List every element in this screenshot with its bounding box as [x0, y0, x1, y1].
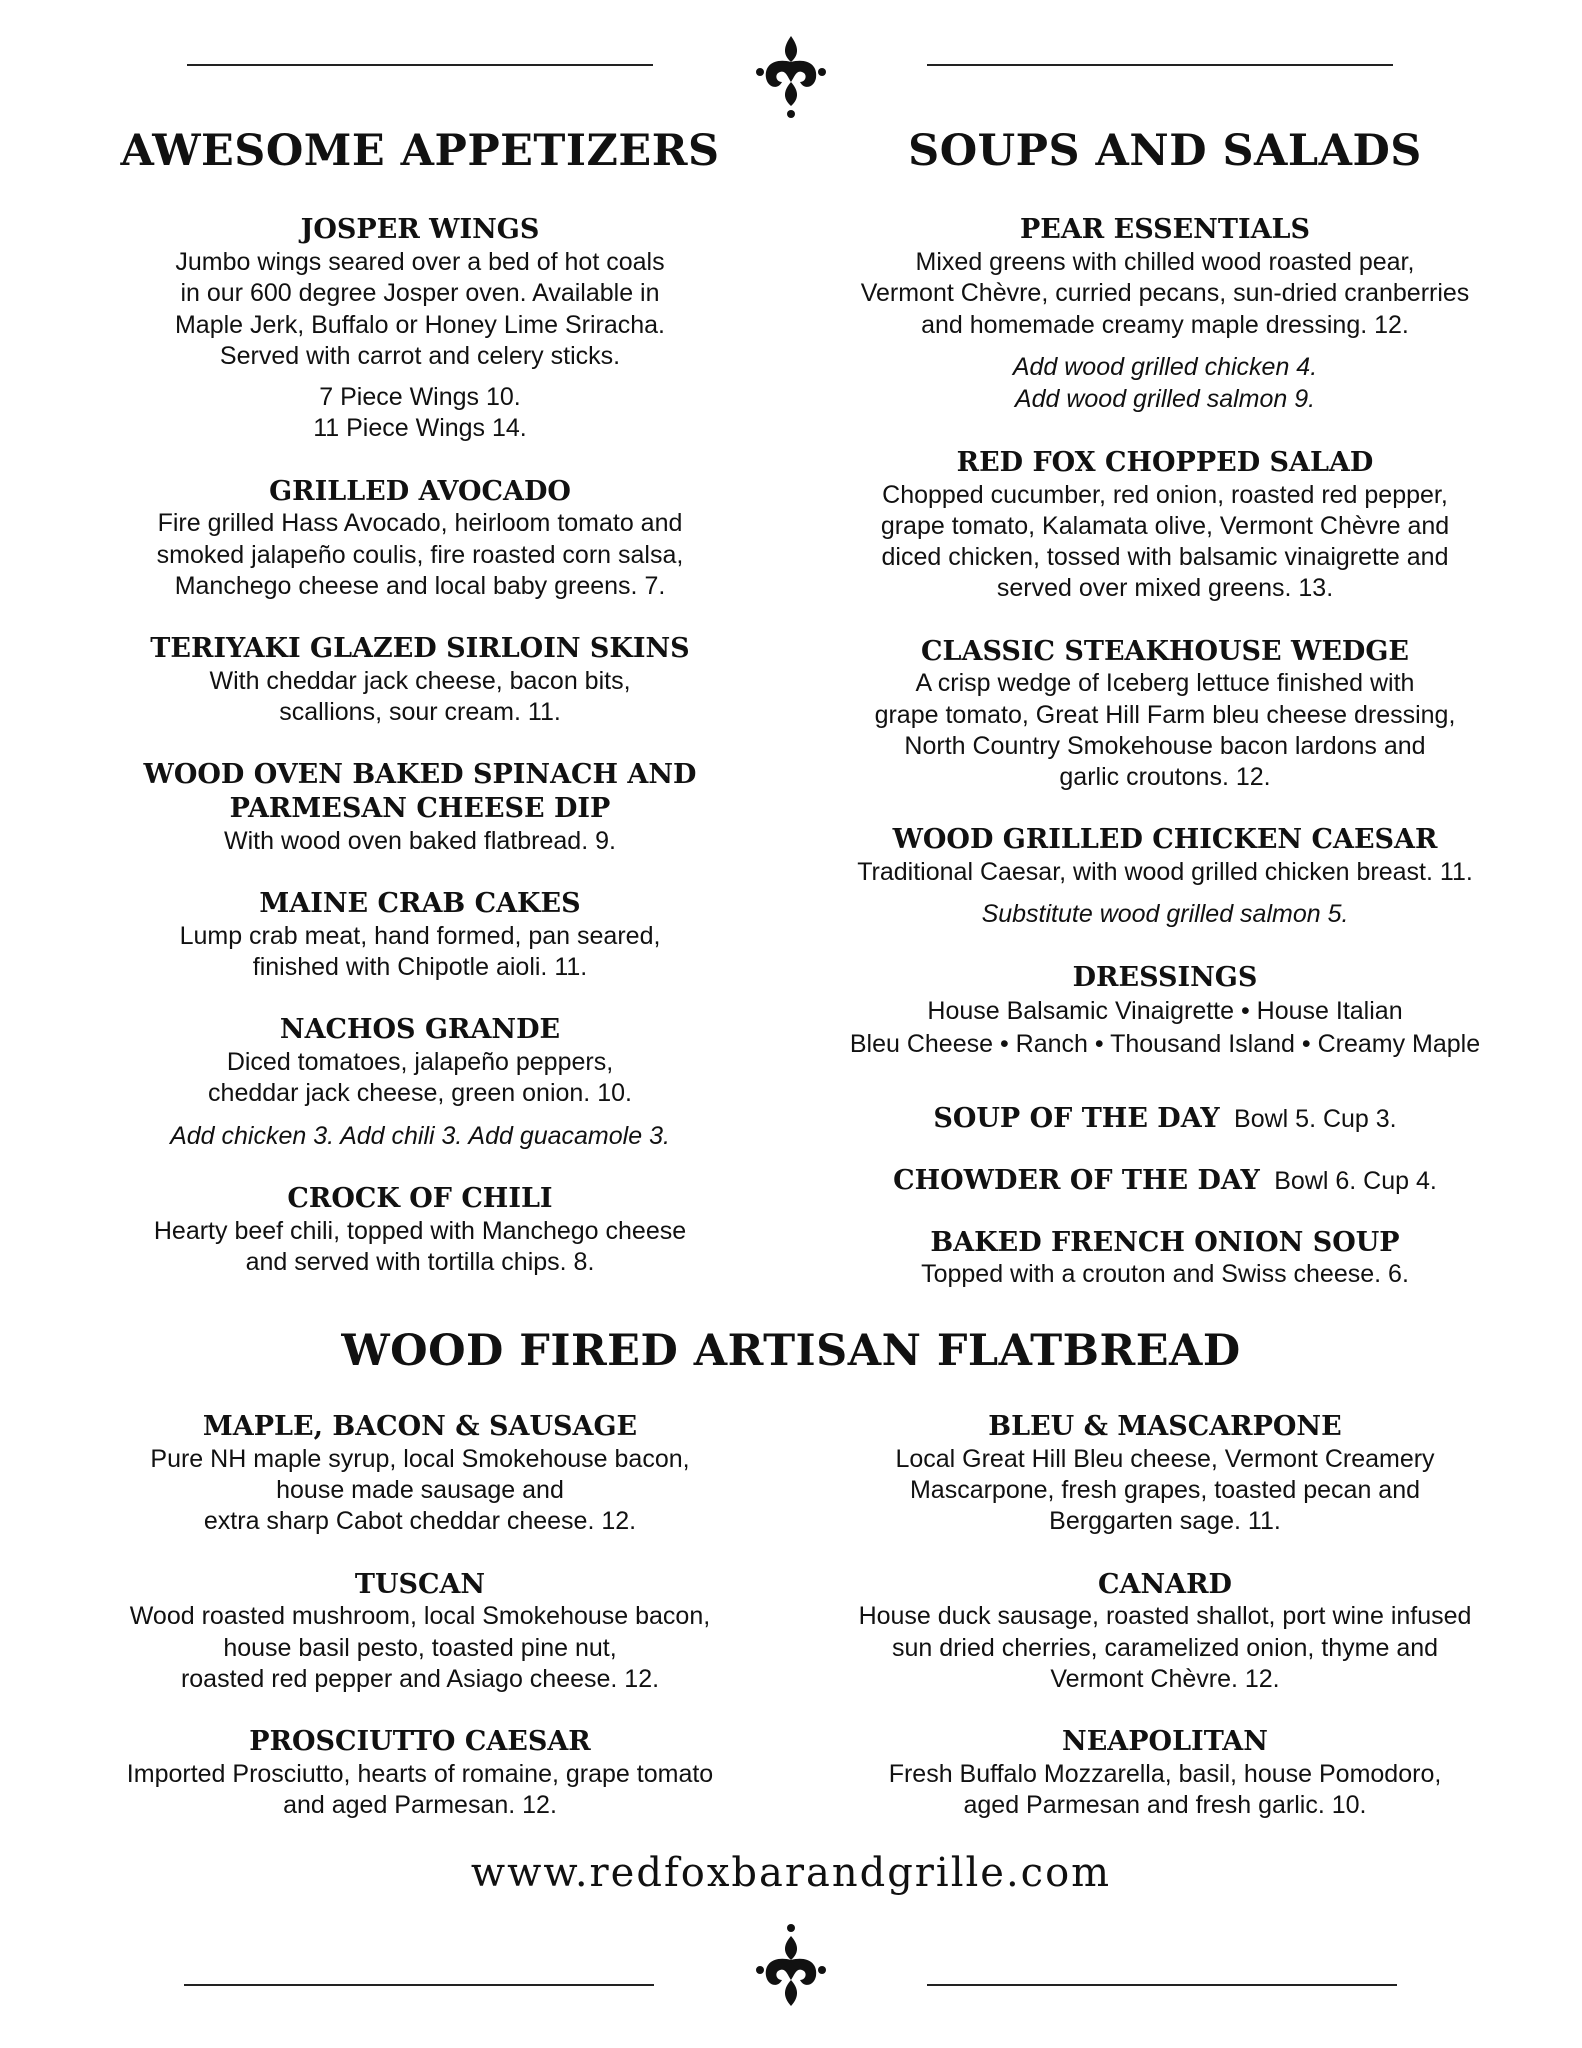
desc-line: Chopped cucumber, red onion, roasted red pepper,	[882, 480, 1448, 509]
item-name: MAPLE, BACON & SAUSAGE	[202, 1411, 638, 1442]
top-right-rule	[927, 64, 1393, 66]
item-name: RED FOX CHOPPED SALAD	[956, 446, 1374, 478]
item-description	[800, 1759, 1530, 1822]
item-price: Bowl 5. Cup 3.	[1234, 1105, 1397, 1134]
menu-item-spinach-dip	[70, 758, 770, 857]
item-description	[800, 1601, 1530, 1695]
item-name: BLEU & MASCARPONE	[988, 1411, 1342, 1442]
desc-line: and homemade creamy maple dressing. 12.	[921, 310, 1409, 339]
item-description	[800, 480, 1530, 605]
desc-line: Mixed greens with chilled wood roasted pear,	[915, 248, 1415, 277]
item-name: SOUP OF THE DAY	[933, 1103, 1220, 1135]
desc-line: finished with Chipotle aioli. 11.	[252, 953, 588, 982]
item-description	[70, 666, 770, 729]
addon-line: Substitute wood grilled salmon 5.	[981, 900, 1349, 929]
desc-line: garlic croutons. 12.	[1059, 763, 1271, 792]
item-name: GRILLED AVOCADO	[269, 475, 571, 507]
item-description	[70, 508, 770, 602]
item-addons: Add chicken 3. Add chili 3. Add guacamole 3.	[170, 1121, 670, 1150]
desc-line: Mascarpone, fresh grapes, toasted pecan and	[909, 1476, 1421, 1504]
item-description	[800, 247, 1530, 341]
item-name: NACHOS GRANDE	[279, 1014, 561, 1046]
item-description	[70, 1216, 770, 1279]
desc-line: Imported Prosciutto, hearts of romaine, grape tomato	[126, 1759, 714, 1788]
desc-line: house made sausage and	[276, 1476, 564, 1504]
menu-item-pear-essentials	[800, 213, 1530, 416]
item-name: NEAPOLITAN	[1062, 1726, 1268, 1757]
item-name: MAINE CRAB CAKES	[259, 888, 581, 920]
item-name: TERIYAKI GLAZED SIRLOIN SKINS	[150, 633, 690, 665]
desc-line: served over mixed greens. 13.	[996, 574, 1334, 603]
desc-line: cheddar jack cheese, green onion. 10.	[208, 1079, 632, 1108]
item-description	[800, 1444, 1530, 1538]
top-ornament-icon	[746, 32, 836, 122]
price-line: 11 Piece Wings 14.	[313, 414, 527, 443]
bottom-left-rule	[184, 1984, 654, 1986]
desc-line: scallions, sour cream. 11.	[279, 698, 561, 727]
item-description	[70, 1047, 770, 1110]
desc-line: Served with carrot and celery sticks.	[219, 341, 621, 370]
flatbread-left-column	[70, 1410, 770, 1851]
item-description	[800, 995, 1530, 1063]
desc-line: House duck sausage, roasted shallot, port wine infused	[858, 1602, 1472, 1631]
desc-line: Fresh Buffalo Mozzarella, basil, house Pomodoro,	[888, 1759, 1442, 1788]
desc-line: roasted red pepper and Asiago cheese. 12.	[180, 1664, 660, 1693]
desc-line: A crisp wedge of Iceberg lettuce finished with	[915, 669, 1415, 698]
desc-line: and served with tortilla chips. 8.	[245, 1248, 595, 1277]
desc-line: Manchego cheese and local baby greens. 7.	[174, 571, 666, 600]
desc-line: diced chicken, tossed with balsamic vinaigrette and	[881, 543, 1449, 572]
desc-line: Local Great Hill Bleu cheese, Vermont Creamery	[895, 1444, 1435, 1473]
desc-line: Berggarten sage. 11.	[1049, 1507, 1281, 1536]
desc-line: Maple Jerk, Buffalo or Honey Lime Sriracha.	[174, 310, 666, 339]
desc-line: smoked jalapeño coulis, fire roasted corn salsa,	[156, 540, 684, 569]
desc-line: Jumbo wings seared over a bed of hot coals	[175, 248, 665, 277]
item-name: BAKED FRENCH ONION SOUP	[930, 1226, 1400, 1258]
desc-line: Topped with a crouton and Swiss cheese. 6.	[921, 1260, 1409, 1289]
soups-salads-column	[800, 128, 1530, 1321]
menu-item-sirloin-skins	[70, 632, 770, 728]
desc-line: North Country Smokehouse bacon lardons and	[904, 731, 1426, 760]
item-name: PEAR ESSENTIALS	[1019, 214, 1311, 246]
item-name: CHOWDER OF THE DAY	[893, 1164, 1260, 1196]
item-name: JOSPER WINGS	[300, 214, 540, 246]
item-addons	[800, 351, 1530, 416]
item-name: DRESSINGS	[1072, 961, 1258, 993]
item-description	[70, 247, 770, 372]
item-description	[800, 668, 1530, 793]
item-prices	[70, 382, 770, 445]
flatbread-right-column	[800, 1410, 1530, 1851]
menu-item-french-onion-soup	[800, 1226, 1530, 1291]
desc-line: extra sharp Cabot cheddar cheese. 12.	[203, 1507, 637, 1536]
item-description	[70, 826, 770, 857]
item-description	[800, 1259, 1530, 1290]
bottom-right-rule	[927, 1984, 1397, 1986]
desc-line: Hearty beef chili, topped with Manchego cheese	[153, 1216, 687, 1245]
desc-line: Lump crab meat, hand formed, pan seared,	[179, 921, 661, 950]
menu-item-crock-of-chili	[70, 1182, 770, 1278]
menu-item-neapolitan	[800, 1725, 1530, 1821]
item-name	[70, 758, 770, 826]
desc-line: house basil pesto, toasted pine nut,	[223, 1633, 617, 1662]
desc-line: Vermont Chèvre. 12.	[1050, 1664, 1280, 1693]
addon-line: Add wood grilled chicken 4.	[1012, 352, 1318, 381]
item-description	[70, 1601, 770, 1695]
item-name: CLASSIC STEAKHOUSE WEDGE	[921, 635, 1409, 667]
item-description	[70, 921, 770, 984]
desc-line: Bleu Cheese • Ranch • Thousand Island • Creamy Maple	[849, 1030, 1481, 1059]
menu-item-steakhouse-wedge	[800, 635, 1530, 794]
appetizers-column	[70, 128, 770, 1308]
item-name: PROSCIUTTO CAESAR	[249, 1726, 591, 1757]
menu-item-chicken-caesar	[800, 823, 1530, 931]
addon-line: Add wood grilled salmon 9.	[1014, 385, 1316, 414]
desc-line: Traditional Caesar, with wood grilled chicken breast. 11.	[857, 858, 1473, 887]
menu-item-bleu-mascarpone	[800, 1410, 1530, 1538]
desc-line: aged Parmesan and fresh garlic. 10.	[963, 1791, 1367, 1819]
website-url[interactable]: www.redfoxbarandgrille.com	[470, 1850, 1112, 1896]
menu-item-tuscan	[70, 1568, 770, 1696]
desc-line: Vermont Chèvre, curried pecans, sun-dried cranberries	[860, 279, 1470, 308]
menu-item-chopped-salad	[800, 446, 1530, 605]
desc-line: With cheddar jack cheese, bacon bits,	[209, 666, 631, 695]
item-description	[70, 1444, 770, 1538]
top-left-rule	[187, 64, 653, 66]
desc-line: in our 600 degree Josper oven. Available in	[180, 279, 660, 308]
menu-item-soup-of-the-day	[800, 1102, 1530, 1136]
desc-line: sun dried cherries, caramelized onion, thyme and	[891, 1633, 1439, 1662]
desc-line: and aged Parmesan. 12.	[283, 1791, 557, 1819]
desc-line: Fire grilled Hass Avocado, heirloom tomato and	[157, 509, 683, 538]
menu-item-chowder-of-the-day	[800, 1164, 1530, 1198]
item-name: CROCK OF CHILI	[287, 1183, 553, 1215]
menu-item-grilled-avocado	[70, 475, 770, 603]
menu-item-crab-cakes	[70, 887, 770, 983]
item-name: WOOD GRILLED CHICKEN CAESAR	[892, 824, 1438, 856]
desc-line: Diced tomatoes, jalapeño peppers,	[226, 1048, 614, 1077]
menu-item-canard	[800, 1568, 1530, 1696]
desc-line: House Balsamic Vinaigrette • House Italian	[927, 996, 1403, 1025]
flatbread-title: WOOD FIRED ARTISAN FLATBREAD	[341, 1326, 1241, 1376]
flatbread-heading	[0, 1328, 1582, 1375]
item-price: Bowl 6. Cup 4.	[1274, 1166, 1437, 1195]
desc-line: grape tomato, Kalamata olive, Vermont Chèvre and	[880, 511, 1450, 540]
menu-item-nachos-grande	[70, 1013, 770, 1152]
soups-salads-title: SOUPS AND SALADS	[908, 126, 1422, 176]
item-description	[800, 857, 1530, 888]
desc-line: With wood oven baked flatbread. 9.	[224, 826, 616, 855]
item-name: CANARD	[1098, 1568, 1232, 1600]
desc-line: Pure NH maple syrup, local Smokehouse bacon,	[150, 1444, 690, 1473]
name-line: WOOD OVEN BAKED SPINACH AND	[143, 759, 697, 791]
item-description	[70, 1759, 770, 1822]
menu-item-maple-bacon-sausage	[70, 1410, 770, 1538]
appetizers-title: AWESOME APPETIZERS	[120, 126, 720, 176]
desc-line: grape tomato, Great Hill Farm bleu cheese dressing,	[874, 700, 1456, 729]
menu-item-dressings	[800, 961, 1530, 1062]
price-line: 7 Piece Wings 10.	[319, 383, 521, 412]
item-name: TUSCAN	[354, 1568, 486, 1600]
menu-item-prosciutto-caesar	[70, 1725, 770, 1821]
item-addons	[800, 898, 1530, 931]
bottom-ornament-icon	[746, 1920, 836, 2010]
menu-item-josper-wings	[70, 213, 770, 444]
desc-line: Wood roasted mushroom, local Smokehouse bacon,	[129, 1602, 711, 1631]
name-line: PARMESAN CHEESE DIP	[229, 793, 611, 825]
